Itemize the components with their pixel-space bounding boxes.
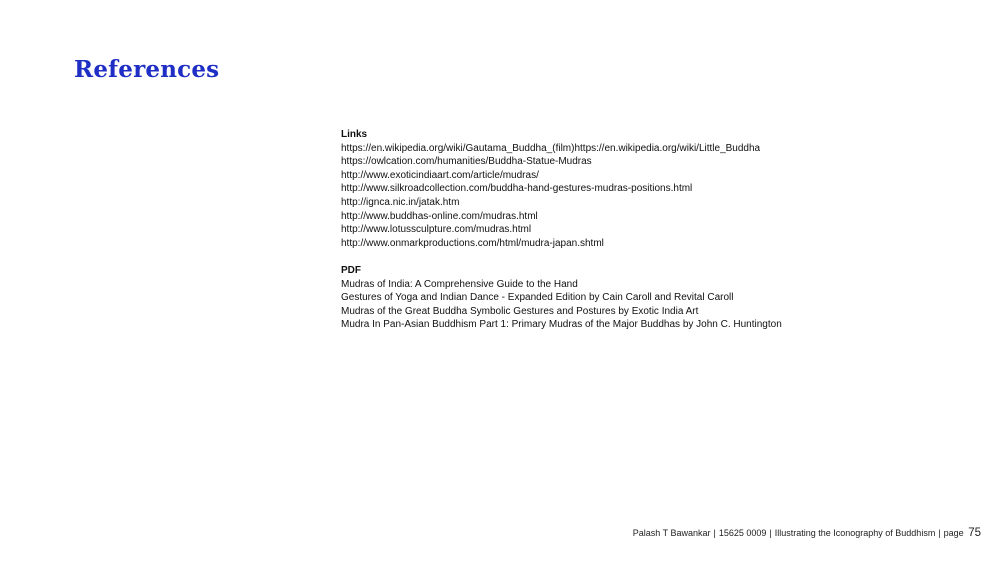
- pdf-item: Mudras of India: A Comprehensive Guide to the Hand: [341, 278, 578, 290]
- link-item: http://ignca.nic.in/jatak.htm: [341, 196, 460, 208]
- pdf-heading: PDF: [341, 264, 361, 276]
- link-item: http://www.onmarkproductions.com/html/mudra-japan.shtml: [341, 237, 604, 249]
- page-title: References: [74, 56, 220, 83]
- references-list: [341, 128, 782, 332]
- link-item: https://en.wikipedia.org/wiki/Gautama_Buddha_(film)https://en.wikipedia.org/wiki/Little_Buddha: [341, 142, 761, 154]
- footer-page-label: page: [943, 528, 964, 538]
- footer-project: Illustrating the Iconography of Buddhism: [774, 528, 936, 538]
- pdf-item: Mudra In Pan-Asian Buddhism Part 1: Primary Mudras of the Major Buddhas by John C. Huntington: [341, 319, 782, 331]
- footer-id: 15625 0009: [718, 528, 767, 538]
- pdf-item: Mudras of the Great Buddha Symbolic Gestures and Postures by Exotic India Art: [341, 305, 699, 317]
- links-heading: Links: [341, 129, 368, 140]
- link-item: https://owlcation.com/humanities/Buddha-Statue-Mudras: [341, 156, 592, 168]
- link-item: http://www.silkroadcollection.com/buddha-hand-gestures-mudras-positions.html: [341, 183, 693, 195]
- links-section: [341, 128, 782, 250]
- footer-separator: |: [769, 528, 772, 538]
- pdf-section: [341, 264, 782, 332]
- footer-author: Palash T Bawankar: [632, 528, 711, 538]
- footer-separator: |: [938, 528, 941, 538]
- link-item: http://www.lotussculpture.com/mudras.html: [341, 224, 532, 236]
- footer-page-number: 75: [968, 527, 981, 539]
- pdf-item: Gestures of Yoga and Indian Dance - Expanded Edition by Cain Caroll and Revital Caroll: [341, 292, 734, 304]
- link-item: http://www.exoticindiaart.com/article/mudras/: [341, 169, 539, 181]
- link-item: http://www.buddhas-online.com/mudras.html: [341, 210, 538, 222]
- page-footer: [633, 527, 981, 539]
- footer-separator: |: [713, 528, 716, 538]
